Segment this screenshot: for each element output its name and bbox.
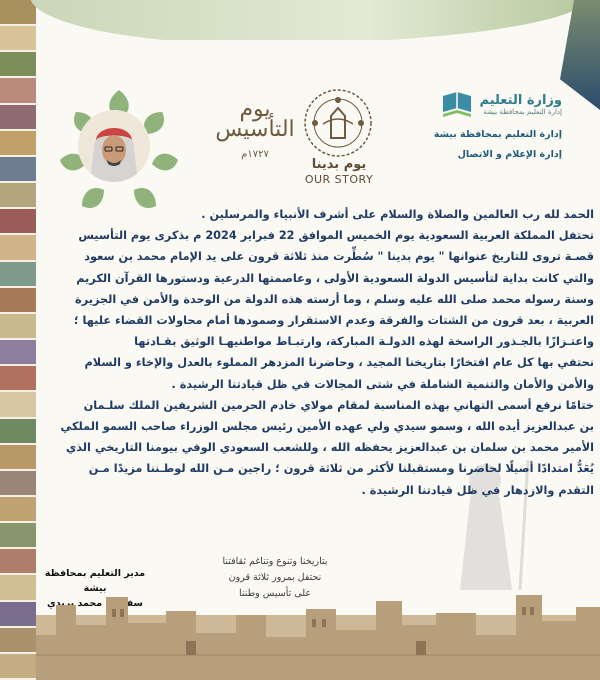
founding-day-emblem xyxy=(205,82,405,192)
color-swatch xyxy=(0,183,36,209)
letter-line: والتي كانت بداية لتأسيس الدولة السعودية الأولى ، وعاصمتها الدرعية ودستورها القرآن الكريم xyxy=(76,271,594,285)
color-swatch xyxy=(0,602,36,628)
ministry-header xyxy=(412,88,562,162)
letter-line: واعتـزازًا بالجـذور الراسخة لهذه الدولـة المباركة، وارتبـاط مواطنيهـا الوثيق بقـادتها xyxy=(134,335,594,349)
color-swatch xyxy=(0,52,36,78)
letter-line: قصـة تروى للتاريخ عنوانها " يوم بدينا " سُطِّرت منذ ثلاثة قرون على يد الإمام محمد بن سعود xyxy=(84,250,594,264)
ministry-book-icon xyxy=(440,88,474,122)
letter-line: الحمد لله رب العالمين والصلاة والسلام على أشرف الأنبياء والمرسلين . xyxy=(201,208,594,221)
letter-line: بن عبدالعزيز أيده الله ، وسمو سيدي ولي عهده الأمين رئيس مجلس الوزراء صاحب السمو الملكي xyxy=(60,420,594,434)
color-swatch xyxy=(0,235,36,261)
color-swatch xyxy=(0,497,36,523)
letter-line: العربية ، بعد قرون من الشتات والفرقة وعدم الاستقرار وصمودها أمام محاولات القضاء عليها ؛ xyxy=(74,314,594,328)
diriyah-skyline-illustration xyxy=(36,575,600,680)
color-swatch xyxy=(0,314,36,340)
founding-title-line2: التأسيس xyxy=(215,116,295,142)
poem-line-3: على تأسيس وطننا xyxy=(238,588,312,599)
founding-day-title xyxy=(215,97,295,142)
color-swatch xyxy=(0,366,36,392)
founding-year: ١٧٢٧م xyxy=(241,149,269,160)
letter-line: نحتفي بها كل عام افتخارًا بتاريخنا المجيد ، وحاضرنا المزدهر المملوء بالعدل والإخاء و السلام xyxy=(84,356,594,370)
director-title: مدير التعليم بمحافظة بيشة xyxy=(44,568,146,594)
color-swatch xyxy=(0,105,36,131)
color-swatch xyxy=(0,523,36,549)
color-swatch xyxy=(0,262,36,288)
letter-line: والأمن والأمان والتنمية الشاملة في شتى المجالات في ظل قيادتنا الرشيدة . xyxy=(171,377,594,391)
color-swatch xyxy=(0,654,36,680)
letter-line: التقدم والازدهار في ظل قيادتنا الرشيدة . xyxy=(361,483,594,497)
color-swatch xyxy=(0,628,36,654)
color-swatch xyxy=(0,392,36,418)
poem-line-1: بتاريخنا وتنوع وتناغم ثقافتنا xyxy=(222,556,328,567)
color-swatch xyxy=(0,471,36,497)
our-story-arabic: يوم بدينا xyxy=(311,157,367,172)
letter-line: وسنة رسوله محمد صلى الله عليه وسلم ، وما أرسته هذه الدولة من الوحدة والأمن في الجزيرة xyxy=(75,292,594,306)
letter-line: تحتفل المملكة العربية السعودية يوم الخميس الموافق 22 فبراير 2024 م بذكرى يوم التأسيس xyxy=(78,229,594,243)
letter-line: الأمير محمد بن سلمان بن عبدالعزيز يحفظه الله ، وللشعب السعودي الوفي بيومنا التاريخي الذي xyxy=(65,441,594,455)
top-decorative-band xyxy=(0,0,600,40)
color-swatch xyxy=(0,157,36,183)
ministry-logo xyxy=(412,88,562,122)
color-swatch xyxy=(0,288,36,314)
dept-line-1: إدارة التعليم بمحافظة بيشة xyxy=(433,129,562,140)
director-portrait xyxy=(78,110,150,182)
founding-day-letter xyxy=(44,204,594,501)
color-swatch xyxy=(0,549,36,575)
founding-title-line1: يوم xyxy=(239,97,271,122)
ministry-subtitle: إدارة التعليم بمحافظة بيشة xyxy=(483,108,562,117)
color-swatch-strip xyxy=(0,0,36,680)
poem-line-2: نحتفل بمرور ثلاثة قرون xyxy=(228,572,322,583)
color-swatch xyxy=(0,445,36,471)
dept-line-2: إدارة الإعلام و الاتصال xyxy=(457,148,562,160)
letter-line: يُعَدُّ امتدادًا أصيلًا لحاضرنا ومستقبلنا لأكثر من ثلاثة قرون ؛ راجين مـن الله لوطـننا مزيدًا مـن xyxy=(88,462,594,476)
founding-seal-icon xyxy=(301,86,375,160)
director-name: سفر بن محمد بريدي xyxy=(47,598,143,609)
color-swatch xyxy=(0,419,36,445)
color-swatch xyxy=(0,131,36,157)
color-swatch xyxy=(0,78,36,104)
ministry-name: وزارة التعليم xyxy=(479,92,562,108)
our-story-english: OUR STORY xyxy=(304,173,374,186)
color-swatch xyxy=(0,575,36,601)
letter-line: ختامًا نرفع أسمى التهاني بهذه المناسبة لمقام مولاي خادم الحرمين الشريفين الملك سلـمان xyxy=(83,398,594,412)
color-swatch xyxy=(0,209,36,235)
color-swatch xyxy=(0,340,36,366)
